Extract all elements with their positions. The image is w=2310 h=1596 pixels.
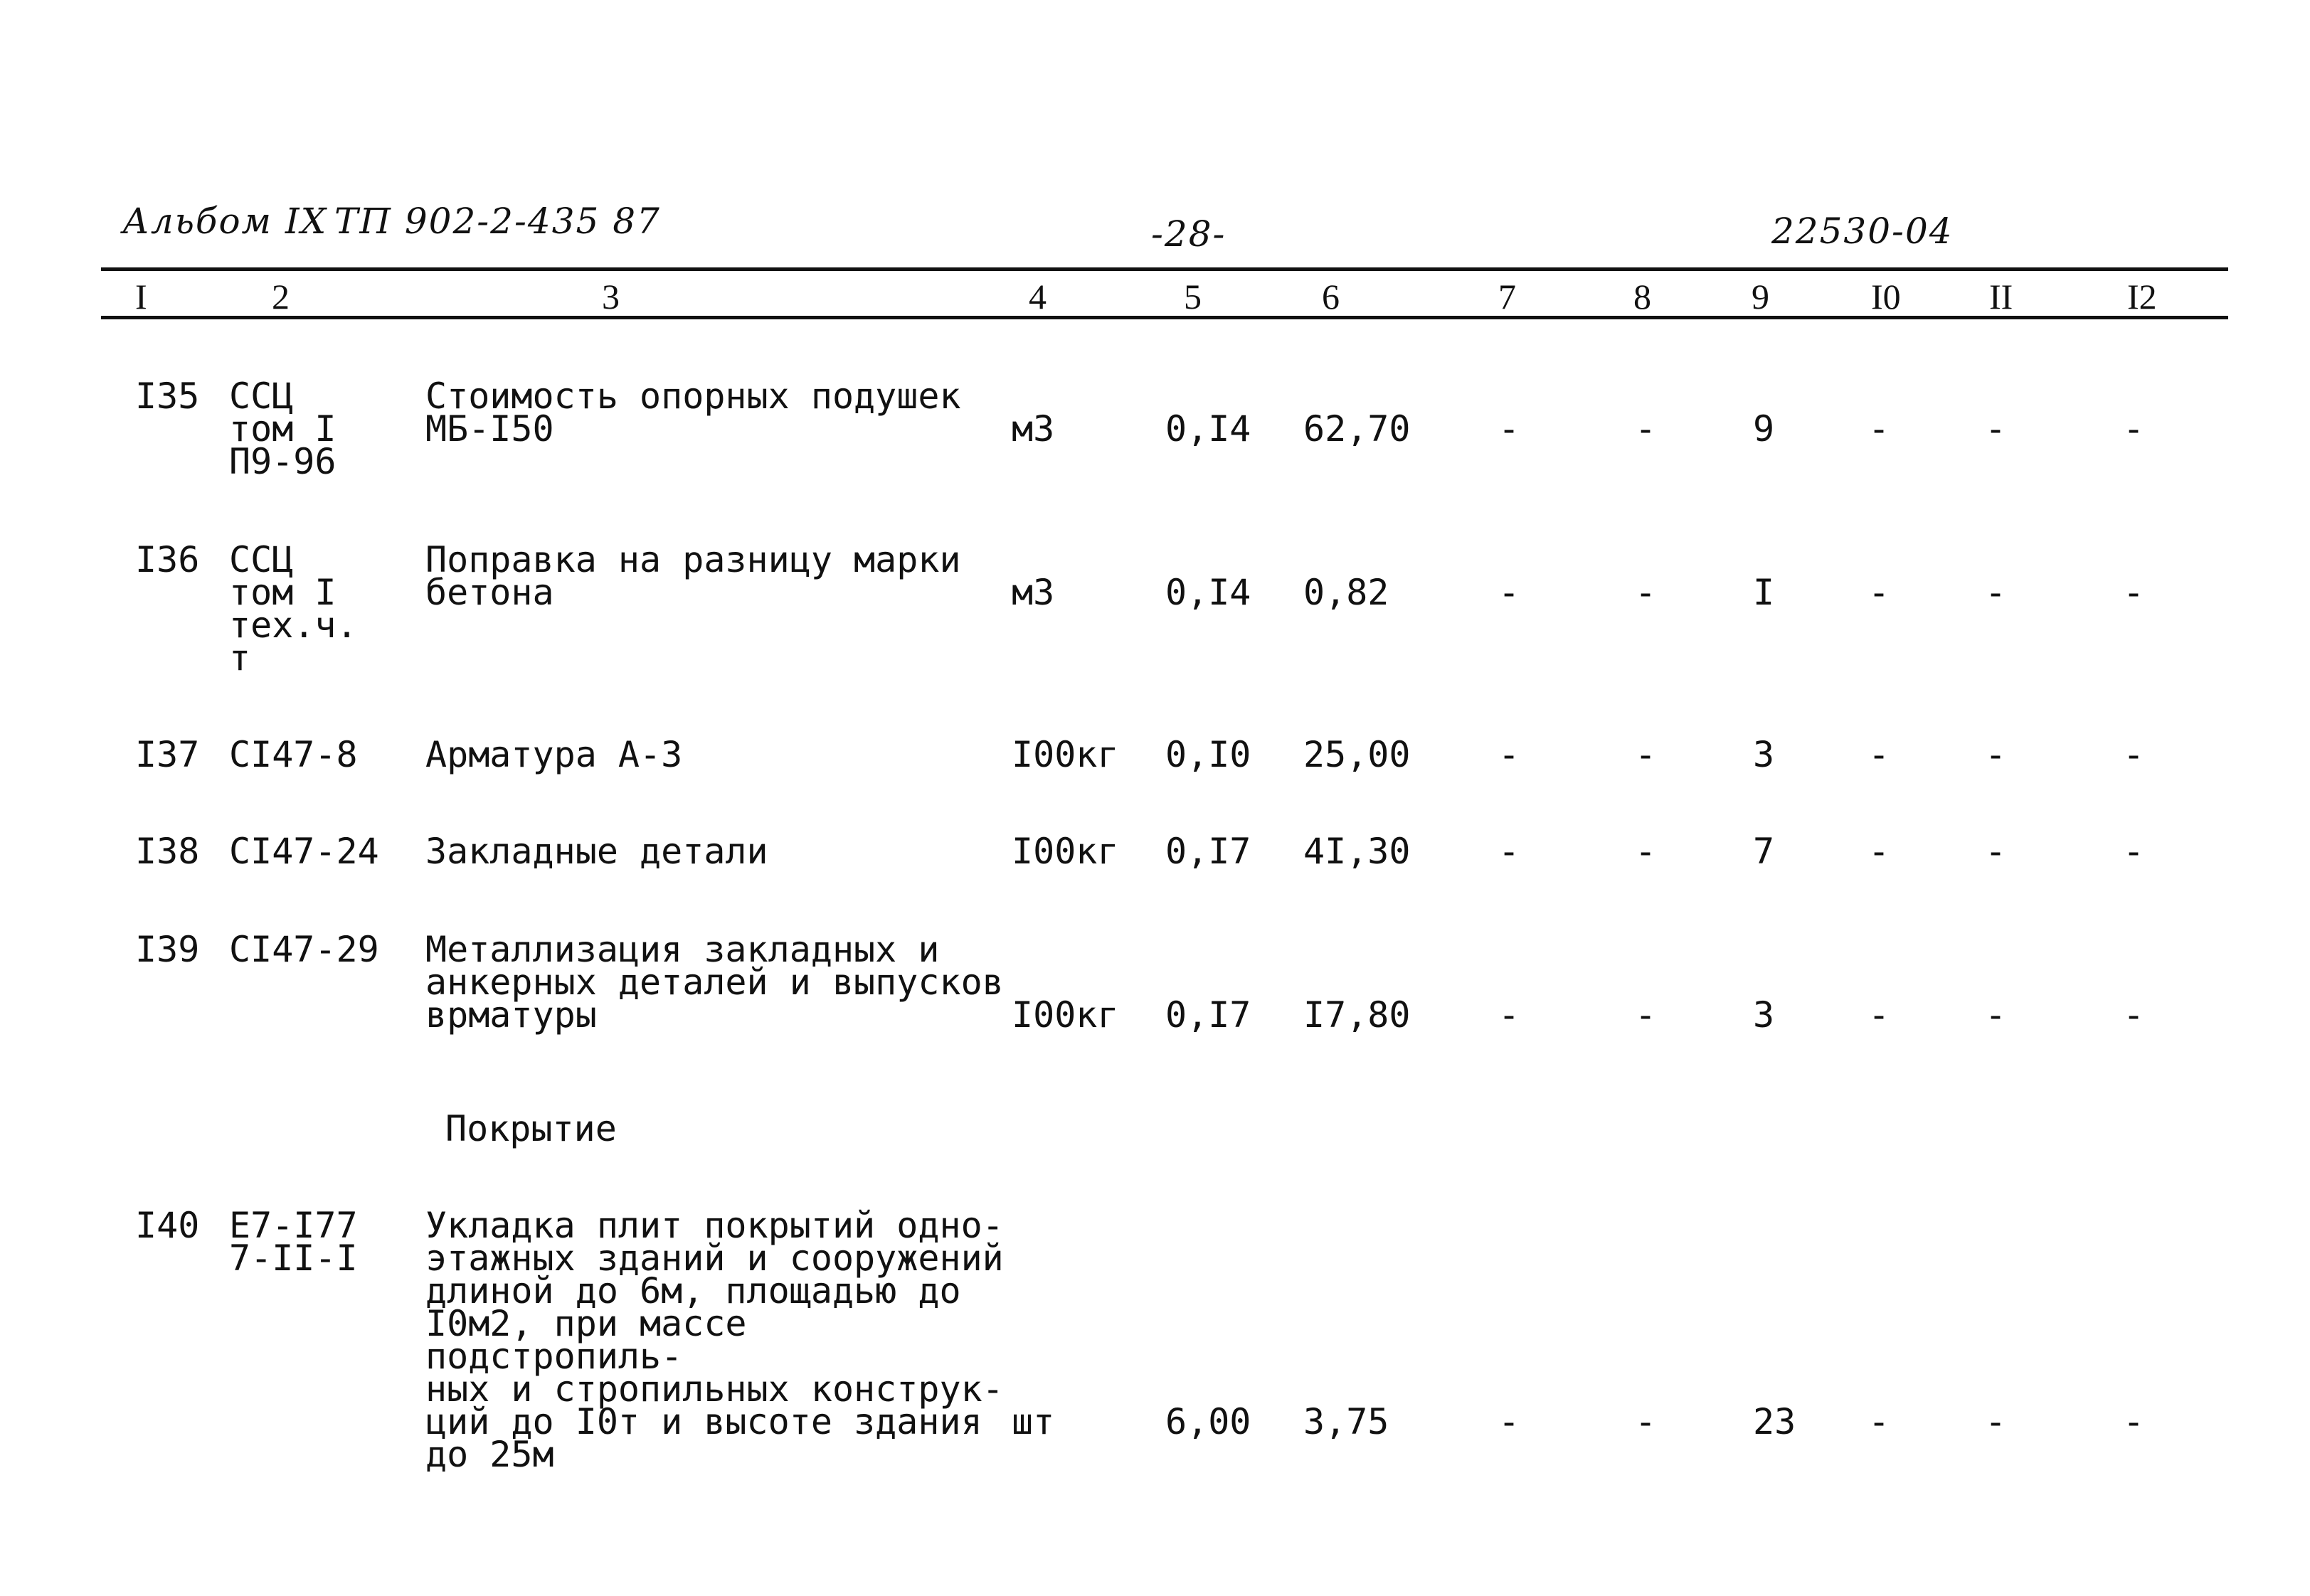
col10-value: - bbox=[1868, 1401, 1890, 1442]
row-number: I38 bbox=[135, 831, 200, 872]
unit-price: 0,82 bbox=[1303, 572, 1389, 613]
col8-value: - bbox=[1635, 994, 1657, 1036]
column-number: 7 bbox=[1498, 277, 1516, 316]
column-number: 6 bbox=[1322, 277, 1340, 316]
col7-value: - bbox=[1498, 1401, 1520, 1442]
col11-value: - bbox=[1985, 734, 2007, 775]
item-name: Укладка плит покрытий одно- этажных зданий и сооружений длиной до 6м, площадью до I0м2, при массе подстропиль- ных и стропильных конструк- ций до I0т и высоте здания до 25м bbox=[425, 1205, 1004, 1475]
document-code: 22530-04 bbox=[1771, 211, 1954, 252]
col7-value: - bbox=[1498, 734, 1520, 775]
col7-value: - bbox=[1498, 994, 1520, 1036]
album-label: Альбом IX bbox=[122, 201, 328, 242]
col9-value: 7 bbox=[1753, 831, 1775, 872]
price-code: ССЦ том I тех.ч. т bbox=[229, 539, 358, 679]
col9-value: 3 bbox=[1753, 994, 1775, 1036]
item-name: Закладные детали bbox=[425, 831, 768, 872]
unit: м3 bbox=[1012, 572, 1055, 613]
column-number: I0 bbox=[1871, 277, 1901, 316]
col11-value: - bbox=[1985, 1401, 2007, 1442]
col12-value: - bbox=[2123, 1401, 2145, 1442]
col12-value: - bbox=[2123, 408, 2145, 449]
row-number: I37 bbox=[135, 734, 200, 775]
quantity: 0,I7 bbox=[1165, 994, 1251, 1036]
col12-value: - bbox=[2123, 994, 2145, 1036]
col11-value: - bbox=[1985, 831, 2007, 872]
col10-value: - bbox=[1868, 994, 1890, 1036]
quantity: 0,I0 bbox=[1165, 734, 1251, 775]
col8-value: - bbox=[1635, 408, 1657, 449]
column-number: 2 bbox=[272, 277, 290, 316]
col10-value: - bbox=[1868, 734, 1890, 775]
unit-price: 25,00 bbox=[1303, 734, 1411, 775]
col12-value: - bbox=[2123, 572, 2145, 613]
col8-value: - bbox=[1635, 1401, 1657, 1442]
price-code: СI47-8 bbox=[229, 734, 358, 775]
price-code: ССЦ том I П9-96 bbox=[229, 376, 337, 482]
column-number: 4 bbox=[1029, 277, 1047, 316]
item-name: Поправка на разницу марки бетона bbox=[425, 539, 961, 613]
col8-value: - bbox=[1635, 572, 1657, 613]
col7-value: - bbox=[1498, 408, 1520, 449]
quantity: 0,I4 bbox=[1165, 572, 1251, 613]
col11-value: - bbox=[1985, 572, 2007, 613]
col9-value: 23 bbox=[1753, 1401, 1796, 1442]
page-number: -28- bbox=[1151, 213, 1226, 255]
col7-value: - bbox=[1498, 831, 1520, 872]
unit-price: 3,75 bbox=[1303, 1401, 1389, 1442]
unit-price: 62,70 bbox=[1303, 408, 1411, 449]
row-number: I35 bbox=[135, 376, 200, 417]
col9-value: 9 bbox=[1753, 408, 1775, 449]
column-number: 8 bbox=[1633, 277, 1651, 316]
row-number: I39 bbox=[135, 929, 200, 970]
col9-value: I bbox=[1753, 572, 1775, 613]
col10-value: - bbox=[1868, 572, 1890, 613]
price-code: Е7-I77 7-II-I bbox=[229, 1205, 358, 1279]
section-heading: Покрытие bbox=[445, 1108, 617, 1149]
column-number: I2 bbox=[2127, 277, 2157, 316]
col8-value: - bbox=[1635, 734, 1657, 775]
project-code: ТП 902-2-435 87 bbox=[334, 201, 661, 242]
column-number: 3 bbox=[602, 277, 620, 316]
column-number: 9 bbox=[1752, 277, 1769, 316]
column-number: II bbox=[1989, 277, 2013, 316]
col11-value: - bbox=[1985, 408, 2007, 449]
column-number: 5 bbox=[1184, 277, 1202, 316]
col12-value: - bbox=[2123, 831, 2145, 872]
col9-value: 3 bbox=[1753, 734, 1775, 775]
unit-price: 4I,30 bbox=[1303, 831, 1411, 872]
col10-value: - bbox=[1868, 831, 1890, 872]
column-number: I bbox=[135, 277, 147, 316]
quantity: 6,00 bbox=[1165, 1401, 1251, 1442]
item-name: Металлизация закладных и анкерных деталей и выпусков врматуры bbox=[425, 929, 1004, 1036]
item-name: Арматура А-3 bbox=[425, 734, 683, 775]
unit-price: I7,80 bbox=[1303, 994, 1411, 1036]
row-number: I36 bbox=[135, 539, 200, 580]
quantity: 0,I4 bbox=[1165, 408, 1251, 449]
header-top-rule bbox=[101, 267, 2228, 271]
unit: I00кг bbox=[1012, 831, 1119, 872]
unit: I00кг bbox=[1012, 994, 1119, 1036]
quantity: 0,I7 bbox=[1165, 831, 1251, 872]
col12-value: - bbox=[2123, 734, 2145, 775]
item-name: Стоимость опорных подушек МБ-I50 bbox=[425, 376, 961, 449]
price-code: СI47-24 bbox=[229, 831, 379, 872]
price-code: СI47-29 bbox=[229, 929, 379, 970]
header-bottom-rule bbox=[101, 316, 2228, 319]
row-number: I40 bbox=[135, 1205, 200, 1246]
col8-value: - bbox=[1635, 831, 1657, 872]
col10-value: - bbox=[1868, 408, 1890, 449]
unit: I00кг bbox=[1012, 734, 1119, 775]
unit: м3 bbox=[1012, 408, 1055, 449]
col7-value: - bbox=[1498, 572, 1520, 613]
unit: шт bbox=[1012, 1401, 1055, 1442]
col11-value: - bbox=[1985, 994, 2007, 1036]
